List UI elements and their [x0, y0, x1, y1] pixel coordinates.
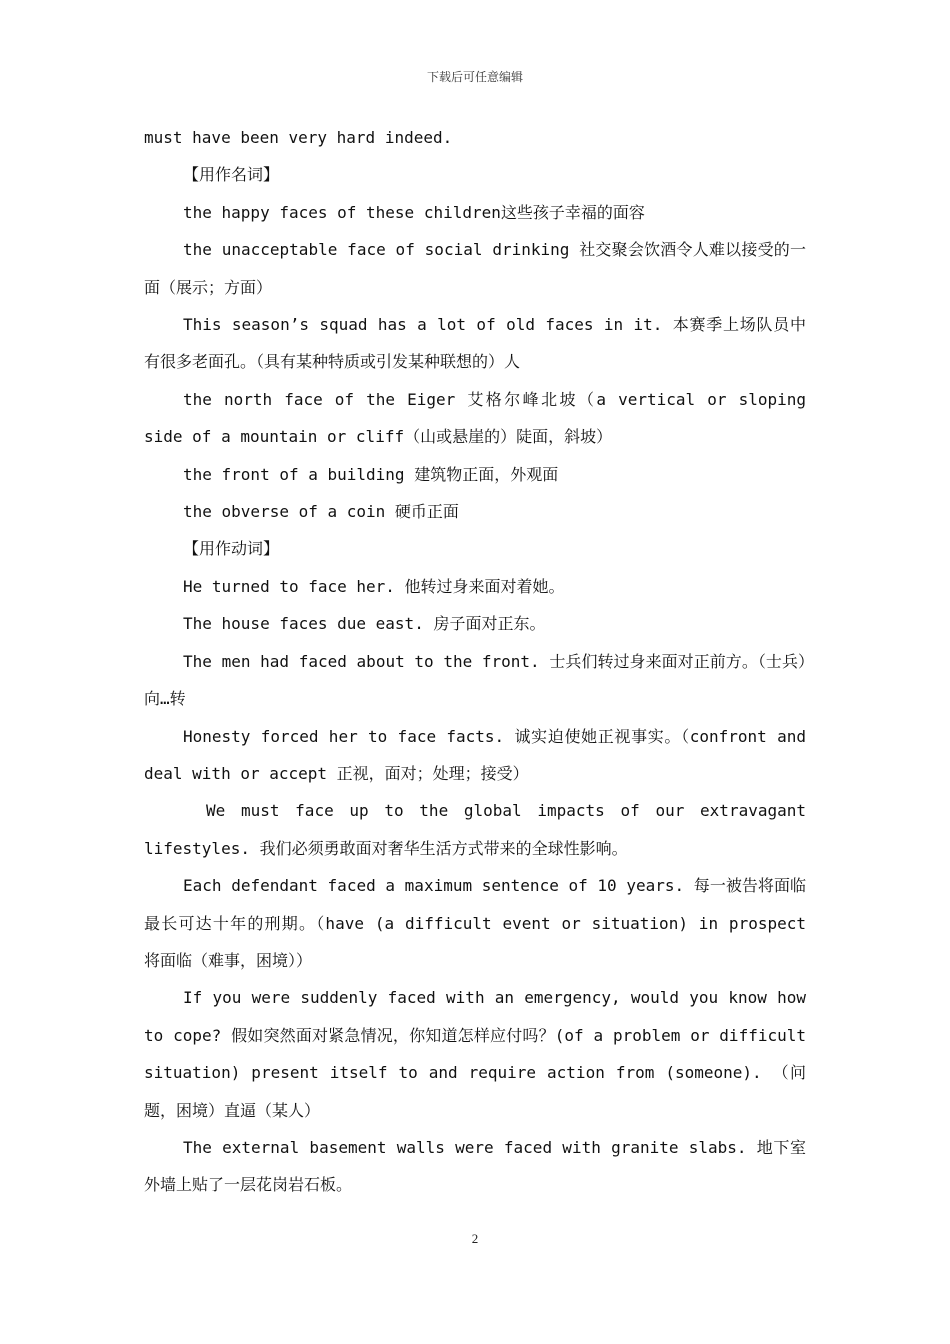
section-heading-verb: 【用作动词】 — [183, 539, 280, 559]
example-paragraph: The external basement walls were faced with granite slabs. 地下室外墙上贴了一层花岗岩石板。 — [144, 1137, 806, 1195]
example-paragraph: the happy faces of these children这些孩子幸福的面容 — [183, 202, 645, 222]
example-paragraph: the unacceptable face of social drinking 社交聚会饮酒令人难以接受的一面（展示；方面） — [144, 240, 806, 297]
example-paragraph: the obverse of a coin 硬币正面 — [183, 502, 459, 522]
example-paragraph: The men had faced about to the front. 士兵们转过身来面对正前方。（士兵）向…转 — [144, 651, 806, 709]
document-body — [144, 119, 806, 1204]
example-paragraph: If you were suddenly faced with an emergency, would you know how to cope? 假如突然面对紧急情况，你知道怎样应付吗？(of a problem or difficult situation) present itself to and require action from (someone). （问题，困境）直逼（某人） — [144, 988, 806, 1120]
example-paragraph: the front of a building 建筑物正面，外观面 — [183, 464, 559, 484]
example-paragraph: The house faces due east. 房子面对正东。 — [183, 614, 546, 634]
example-paragraph: Each defendant faced a maximum sentence of 10 years. 每一被告将面临最长可达十年的刑期。（have (a difficult event or situation) in prospect 将面临（难事，困境）） — [144, 876, 806, 970]
page-number: 2 — [471, 1231, 479, 1246]
page-header: 下载后可任意编辑 — [426, 70, 523, 84]
example-paragraph: He turned to face her. 他转过身来面对着她。 — [183, 576, 565, 596]
example-paragraph: the north face of the Eiger 艾格尔峰北坡（a vertical or sloping side of a mountain or cliff（山或悬崖的）陡面，斜坡） — [144, 389, 806, 447]
paragraph-continuation: must have been very hard indeed. — [144, 128, 453, 147]
section-heading-noun: 【用作名词】 — [183, 165, 280, 185]
example-paragraph: Honesty forced her to face facts. 诚实迫使她正视事实。（confront and deal with or accept 正视，面对；处理；接受） — [144, 726, 806, 783]
example-paragraph: We must face up to the global impacts of our extravagant lifestyles. 我们必须勇敢面对奢华生活方式带来的全球性影响。 — [144, 801, 806, 858]
example-paragraph: This season’s squad has a lot of old faces in it. 本赛季上场队员中有很多老面孔。（具有某种特质或引发某种联想的）人 — [144, 315, 806, 372]
